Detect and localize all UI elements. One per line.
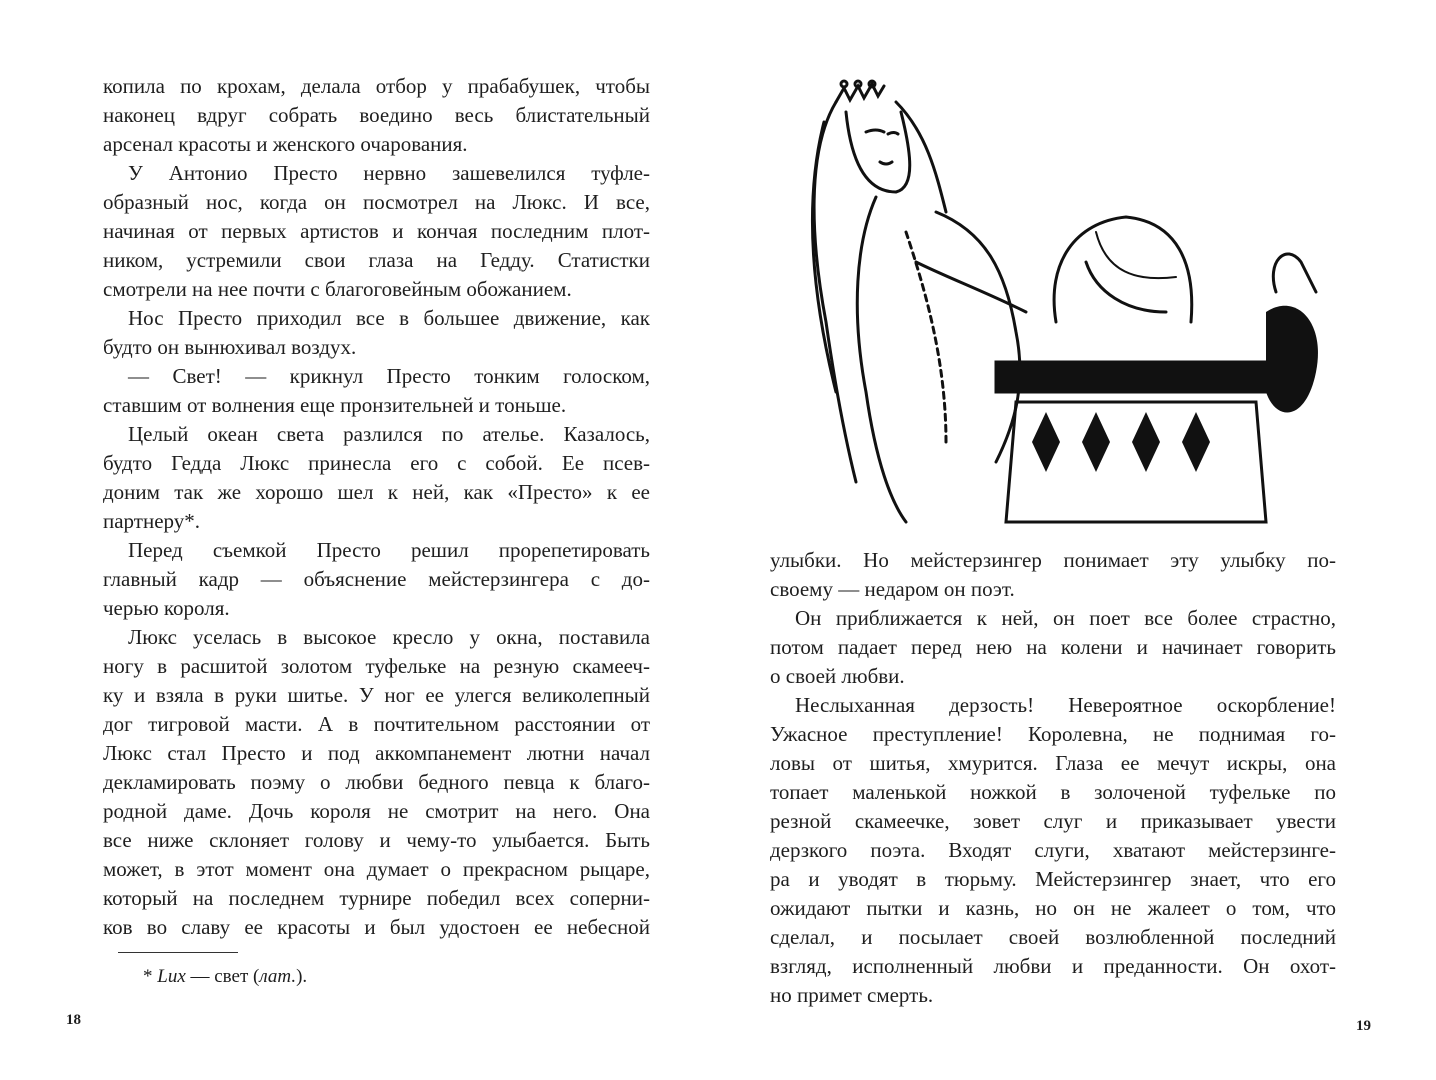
text-line: доним так же хорошо шел к ней, как «Престо» к ее <box>103 480 650 504</box>
text-line: своему — недаром он поэт. <box>770 577 1015 601</box>
right-page-text <box>770 546 1336 1010</box>
text-line: ставшим от волнения еще пронзительней и тоньше. <box>103 393 567 417</box>
text-line: ожидают пытки и казнь, но он не жалеет о том, что <box>770 896 1336 920</box>
text-line: Нос Престо приходил все в большее движение, как <box>128 306 650 330</box>
text-line: Неслыханная дерзость! Невероятное оскорбление! <box>795 693 1336 717</box>
text-line: но примет смерть. <box>770 983 934 1007</box>
text-line: ногу в расшитой золотом туфельке на резную скамееч- <box>103 654 650 678</box>
illustration-princess-image <box>796 62 1336 532</box>
text-line: улыбки. Но мейстерзингер понимает эту улыбку по- <box>770 548 1336 572</box>
text-line: сделал, и посылает своей возлюбленной последний <box>770 925 1336 949</box>
text-line: Он приближается к ней, он поет все более страстно, <box>795 606 1336 630</box>
text-line: — Свет! — крикнул Престо тонким голоском, <box>128 364 650 388</box>
text-line: декламировать поэму о любви бедного певца к благо- <box>103 770 650 794</box>
text-line: о своей любви. <box>770 664 905 688</box>
text-line: дог тигровой масти. А в почтительном расстоянии от <box>103 712 650 736</box>
text-line: Целый океан света разлился по ателье. Казалось, <box>128 422 650 446</box>
text-line: наконец вдруг собрать воедино весь блистательный <box>103 103 650 127</box>
text-line: ловы от шитья, хмурится. Глаза ее мечут искры, она <box>770 751 1336 775</box>
text-line: начиная от первых артистов и кончая последним плот- <box>103 219 650 243</box>
text-line: топает маленькой ножкой в золоченой туфельке по <box>770 780 1336 804</box>
text-line: может, в этот момент она думает о прекрасном рыцаре, <box>103 857 650 881</box>
text-line: который на последнем турнире победил всех соперни- <box>103 886 650 910</box>
footnote-divider <box>118 952 238 953</box>
text-line: Ужасное преступление! Королевна, не поднимая го- <box>770 722 1336 746</box>
text-line: копила по крохам, делала отбор у прабабушек, чтобы <box>103 74 650 98</box>
text-line: взгляд, исполненный любви и преданности. Он охот- <box>770 954 1336 978</box>
text-line: главный кадр — объяснение мейстерзингера с до- <box>103 567 650 591</box>
footnote-text: — свет ( <box>185 966 260 987</box>
text-line: все ниже склоняет голову и чему-то улыбается. Быть <box>103 828 650 852</box>
text-line: родной даме. Дочь короля не смотрит на него. Она <box>103 799 650 823</box>
text-line: потом падает перед нею на колени и начинает говорить <box>770 635 1336 659</box>
text-line: ку и взяла в руки шитье. У ног ее улегся великолепный <box>103 683 650 707</box>
text-line: ков во славу ее красоты и был удостоен ее небесной <box>103 915 650 939</box>
text-line: смотрели на нее почти с благоговейным обожанием. <box>103 277 572 301</box>
text-line: дерзкого поэта. Входят слуги, хватают мейстерзинге- <box>770 838 1336 862</box>
text-line: ником, устремили свои глаза на Гедду. Статистки <box>103 248 650 272</box>
text-line: черью короля. <box>103 596 230 620</box>
footnote-lang: лат. <box>259 966 297 987</box>
footnote-end: ). <box>296 966 308 987</box>
text-line: образный нос, когда он посмотрел на Люкс. И все, <box>103 190 650 214</box>
left-page-text <box>103 72 650 942</box>
footnote <box>143 966 307 988</box>
text-line: партнеру*. <box>103 509 200 533</box>
right-page <box>718 0 1436 1080</box>
text-line: Люкс стал Престо и под аккомпанемент лютни начал <box>103 741 650 765</box>
text-line: У Антонио Престо нервно зашевелился туфле- <box>128 161 650 185</box>
text-line: ра и уводят в тюрьму. Мейстерзингер знает, что его <box>770 867 1336 891</box>
text-line: резной скамеечке, зовет слуг и приказывает увести <box>770 809 1336 833</box>
footnote-marker: * <box>143 966 158 987</box>
footnote-term: Lux <box>157 966 186 987</box>
text-line: арсенал красоты и женского очарования. <box>103 132 468 156</box>
text-line: Перед съемкой Престо решил прорепетировать <box>128 538 650 562</box>
page-number-right: 19 <box>1356 1018 1371 1034</box>
text-line: будто Гедда Люкс принесла его с собой. Ее псев- <box>103 451 650 475</box>
page-number-left: 18 <box>66 1012 81 1028</box>
text-line: Люкс уселась в высокое кресло у окна, поставила <box>128 625 650 649</box>
text-line: будто он вынюхивал воздух. <box>103 335 357 359</box>
